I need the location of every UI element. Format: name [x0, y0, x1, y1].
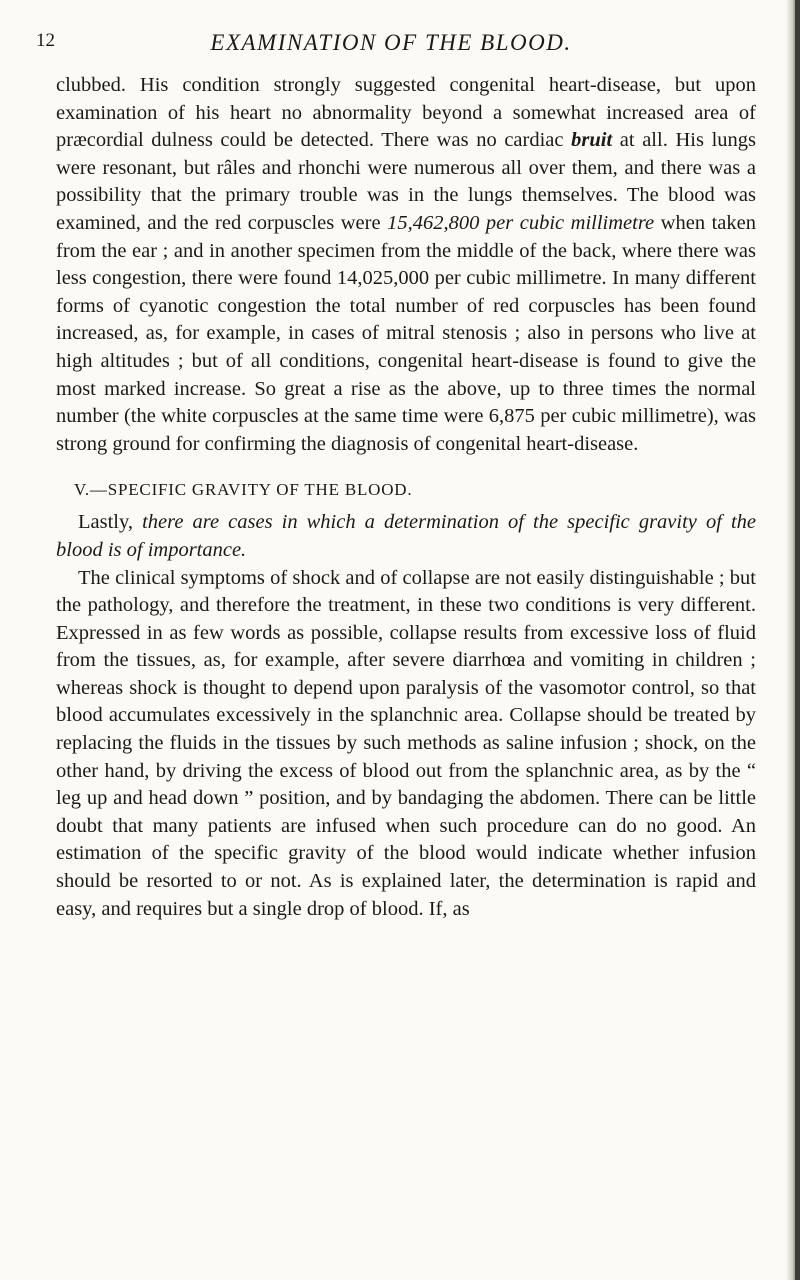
page-edge-line: [795, 0, 800, 1280]
paragraph-text: when taken from the ear ; and in another specimen from the middle of the back, where there was less congestion, there were found 14,025,000 per cubic millimetre. In many different forms of cyanotic congestion the total number of red corpuscles has been found increased, as, for example, in cases of mitral stenosis ; also in persons who live at high altitudes ; but of all conditions, congenital heart-disease is found to give the most marked increase. So great a rise as the above, up to three times the normal number (the white corpuscles at the same time were 6,875 per cubic millimetre), was strong ground for confirming the diagnosis of congenital heart-disease.: [56, 211, 756, 455]
page-number: 12: [36, 30, 55, 51]
page-header: [36, 30, 746, 58]
running-title: EXAMINATION OF THE BLOOD.: [210, 30, 572, 55]
paragraph-text: at all. His lungs were resonant, but râles and rhonchi were numerous all over them, and there was a possibility that the primary trouble was in the lungs themselves. The blood was examined, and the red corpuscles were: [56, 129, 756, 234]
italic-bruit: bruit: [571, 129, 613, 152]
italic-emphasis: there are cases in which a determination of the specific gravity of the blood is of importance.: [56, 511, 756, 561]
paragraph-lastly: [56, 509, 756, 564]
section-heading: V.—SPECIFIC GRAVITY OF THE BLOOD.: [74, 480, 413, 500]
paragraph-clubbed: [56, 72, 756, 458]
page-body: [56, 72, 756, 923]
paragraph-text: Lastly,: [78, 511, 143, 534]
paragraph-shock-collapse: The clinical symptoms of shock and of collapse are not easily distinguishable ; but the pathology, and therefore the treatment, in these two conditions is very different. Expressed in as few words as possible, collapse results from excessive loss of fluid from the tissues, as, for example, after severe diarrhœa and vomiting in children ; whereas shock is thought to depend upon paralysis of the vasomotor control, so that blood accumulates excessively in the splanchnic area. Collapse should be treated by replacing the fluids in the tissues by such methods as saline infusion ; shock, on the other hand, by driving the excess of blood out from the splanchnic area, as by the “ leg up and head down ” position, and by bandaging the abdomen. There can be little doubt that many patients are infused when such procedure can do no good. An estimation of the specific gravity of the blood would indicate whether infusion should be resorted to or not. As is explained later, the determination is rapid and easy, and requires but a single drop of blood. If, as: [56, 566, 756, 920]
paragraph-text: clubbed. His condition strongly suggested congenital heart-disease, but upon examination of his heart no abnormality beyond a somewhat increased area of præcordial dulness could be detected. There was no cardiac: [56, 74, 756, 152]
italic-corpuscle-count: 15,462,800 per cubic millimetre: [387, 211, 655, 234]
